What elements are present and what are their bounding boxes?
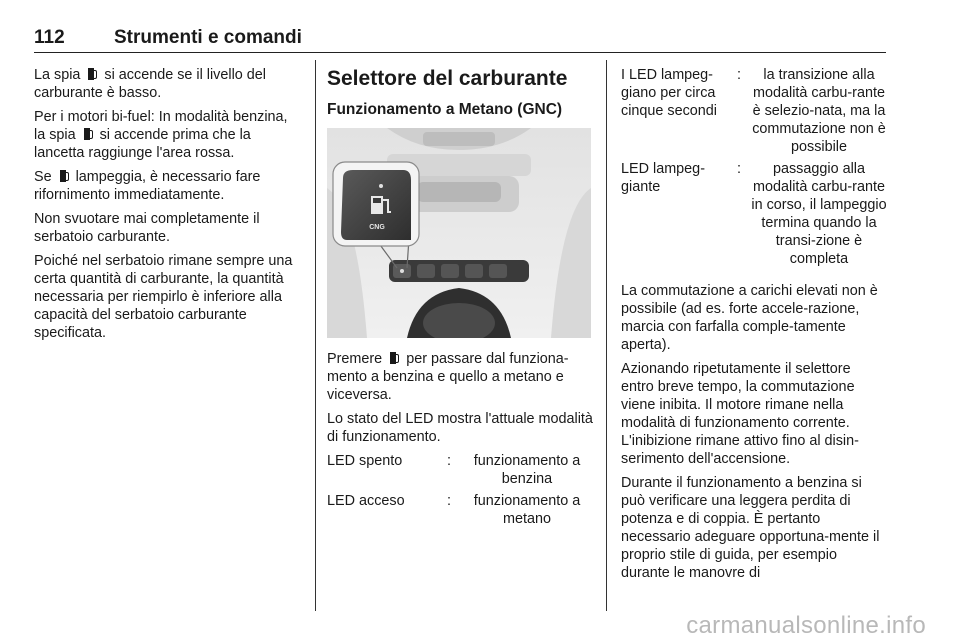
paragraph: Durante il funzionamento a benzina si può verificare una leggera perdita di potenza e di coppia. È pertanto necessario adeguare opportuna-mente il proprio stile di guida, per esempio durante le manovre di: [621, 475, 880, 581]
definition-term: LED acceso: [327, 493, 405, 509]
definition-term: LED spento: [327, 453, 403, 469]
paragraph: La commutazione a carichi elevati non è possibile (ad es. forte accele-razione, marcia con farfalla comple-tamente aperta).: [621, 283, 878, 353]
heading: Selettore del carburante: [327, 67, 568, 90]
definition-colon: :: [737, 67, 741, 83]
paragraph: [34, 168, 296, 204]
text: Per i motori bi-fuel: In modalità benzina, la spia: [34, 109, 288, 143]
definition-term: LED lampeg-giante: [621, 161, 705, 195]
definition-description: funzionamento a benzina: [473, 453, 581, 487]
text: Se: [34, 169, 52, 185]
text: si accende prima che la lancetta raggiunge l'area rossa.: [34, 127, 251, 161]
definition-description: funzionamento a metano: [473, 493, 581, 527]
paragraph: [327, 350, 593, 404]
fuel-pump-icon: [83, 127, 93, 141]
paragraph: Poiché nel serbatoio rimane sempre una certa quantità di carburante, la quantità necessaria per riempirlo è inferiore alla capacità del serbatoio carburante specificata.: [34, 253, 293, 341]
definition-row: [621, 160, 887, 268]
text: lampeggia, è necessario fare rifornimento immediatamente.: [34, 169, 261, 203]
fuel-selector-icon: [389, 351, 399, 365]
paragraph: Lo stato del LED mostra l'attuale modalità di funzionamento.: [327, 411, 593, 445]
definition-colon: :: [447, 493, 451, 509]
right-column: [621, 66, 887, 588]
middle-column: [327, 66, 593, 532]
text: per passare dal funziona-mento a benzina e quello a metano e viceversa.: [327, 351, 569, 403]
definition-row: [621, 66, 887, 156]
definition-term: I LED lampeg-giano per circa cinque secondi: [621, 67, 718, 119]
page-number: 112: [34, 27, 65, 48]
cng-label: CNG: [369, 224, 385, 231]
text: si accende se il livello del carburante è basso.: [34, 67, 266, 101]
column-divider: [606, 60, 607, 611]
definition-row: [327, 452, 593, 488]
subheading: Funzionamento a Metano (GNC): [327, 101, 563, 118]
section-title: Strumenti e comandi: [114, 27, 302, 48]
paragraph: Non svuotare mai completamente il serbatoio carburante.: [34, 211, 260, 245]
definition-description: passaggio alla modalità carbu-rante in corso, il lampeggio termina quando la transi-zione è completa: [751, 161, 887, 267]
watermark: carmanualsonline.info: [686, 612, 926, 639]
definition-description: la transizione alla modalità carbu-rante è selezio-nata, ma la commutazione non è possibile: [752, 67, 886, 155]
left-column: [34, 66, 296, 348]
page-header: [34, 26, 886, 53]
fuel-pump-icon: [59, 169, 69, 183]
text: La spia: [34, 67, 81, 83]
fuel-selector-illustration: [327, 128, 591, 338]
paragraph: Azionando ripetutamente il selettore entro breve tempo, la commutazione viene inibita. Il motore rimane nella modalità di funzionamento corrente. L'inibizione rimane attivo fino al disin-serimento dell'accensione.: [621, 361, 859, 467]
definition-colon: :: [447, 453, 451, 469]
paragraph: [34, 66, 296, 102]
definition-colon: :: [737, 161, 741, 177]
fuel-pump-icon: [87, 67, 97, 81]
paragraph: [34, 108, 296, 162]
column-divider: [315, 60, 316, 611]
definition-row: [327, 492, 593, 528]
text: Premere: [327, 351, 383, 367]
